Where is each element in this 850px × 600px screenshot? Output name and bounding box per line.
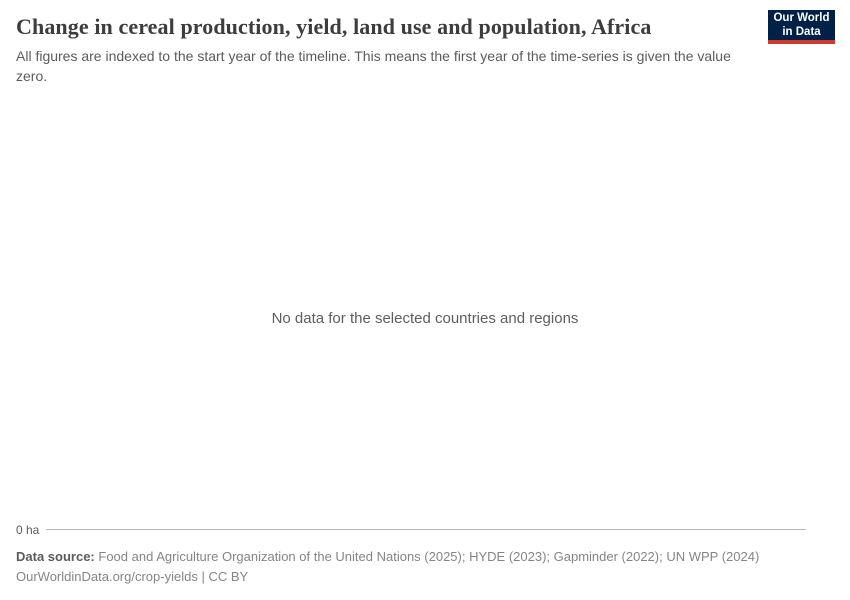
footer-separator: | (201, 569, 205, 584)
footer-license-line (16, 567, 834, 587)
footer-sources-line (16, 547, 834, 567)
chart-header (16, 14, 834, 86)
license-label: CC BY (208, 569, 249, 584)
axis-tick-label: 0 ha (16, 522, 40, 537)
chart-footer (16, 547, 834, 587)
axis-row (16, 521, 806, 538)
owid-logo[interactable] (768, 10, 835, 44)
data-source-label: Data source: (16, 549, 95, 564)
axis-zero-line (46, 529, 806, 530)
chart-subtitle: All figures are indexed to the start year of the timeline. This means the first year of the time-series is given the value zero. (16, 48, 731, 85)
no-data-message: No data for the selected countries and regions (271, 310, 579, 327)
owid-logo-line2: in Data (782, 26, 821, 38)
data-source-value: Food and Agriculture Organization of the United Nations (2025); HYDE (2023); Gapminder (2022); UN WPP (2024) (98, 549, 760, 564)
owid-url-link[interactable]: OurWorldinData.org/crop-yields (16, 569, 198, 584)
owid-logo-line1: Our World (773, 11, 830, 24)
chart-title: Change in cereal production, yield, land use and population, Africa (16, 14, 652, 39)
